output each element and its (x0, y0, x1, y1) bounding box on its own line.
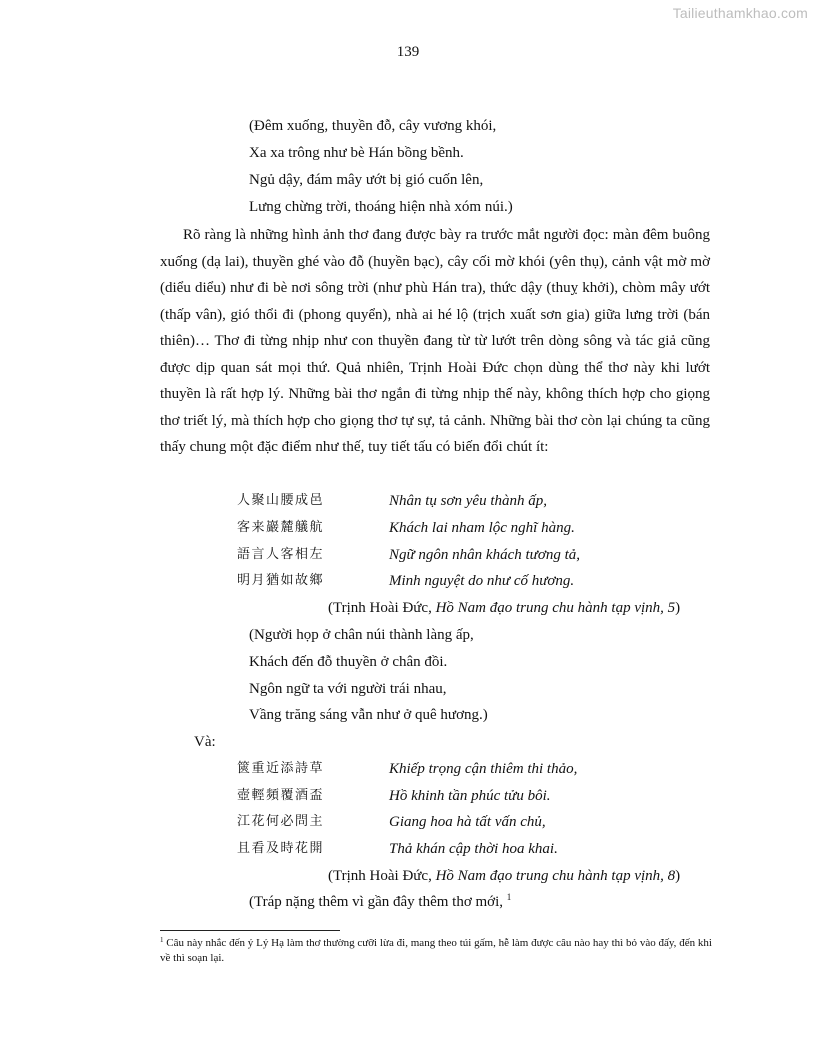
viet-transliteration: Hồ khinh tần phúc tửu bôi. (389, 788, 551, 804)
viet-transliteration: Khách lai nham lộc nghĩ hàng. (389, 520, 575, 536)
han-text: 篋重近添詩草 (237, 761, 325, 776)
translation-1-line: (Đêm xuống, thuyền đỗ, cây vương khói, (249, 118, 497, 134)
han-text: 語言人客相左 (237, 547, 325, 562)
body-paragraph (160, 222, 710, 461)
citation-suffix: ) (675, 600, 681, 616)
poem-1-row (237, 519, 717, 537)
translation-2-line: Vầng trăng sáng vẫn như ở quê hương.) (249, 707, 488, 723)
han-text: 人聚山腰成邑 (237, 493, 325, 508)
han-text: 明月猶如故鄉 (237, 573, 325, 588)
viet-transliteration: Thả khán cập thời hoa khai. (389, 841, 558, 857)
han-text: 客来巖麓艤航 (237, 520, 325, 535)
poem-2-row (237, 787, 717, 805)
citation-suffix: ) (675, 868, 681, 884)
citation-title: Hồ Nam đạo trung chu hành tạp vịnh, 8 (435, 868, 676, 884)
translation-2-line: Khách đến đỗ thuyền ở chân đồi. (249, 654, 448, 670)
han-text: 壺輕頻覆酒盃 (237, 788, 325, 803)
translation-1-line: Xa xa trông như bè Hán bồng bềnh. (249, 145, 464, 161)
page-number: 139 (396, 44, 420, 60)
viet-transliteration: Giang hoa hà tất vấn chủ, (389, 814, 546, 830)
viet-transliteration: Ngữ ngôn nhân khách tương tả, (389, 547, 581, 563)
citation-1 (328, 599, 680, 617)
last-line (249, 893, 511, 911)
poem-2-row (237, 760, 717, 778)
citation-title: Hồ Nam đạo trung chu hành tạp vịnh, 5 (435, 600, 676, 616)
paragraph-text: Rõ ràng là những hình ảnh thơ đang được bày ra trước mắt người đọc: màn đêm buông xuống (dạ lai), thuyền ghé vào đỗ (huyền bạc), cây cối mờ khói (yên thụ), cảnh vật mờ mờ (diểu diểu) như đi bè nơi sông trời (như phù Hán tra), thức dậy (thuỵ khởi), chòm mây ướt (thấp vân), gió thổi đi (phong quyển), nhà ai hé lộ (trịch xuất sơn gia) giữa lưng trời (bán thiên)… Thơ đi từng nhịp như con thuyền đang từ từ lướt trên dòng sông và tác giả cũng được dịp quan sát mọi thứ. Quả nhiên, Trịnh Hoài Đức chọn dùng thể thơ này khi lướt thuyền là rất hợp lý. Những bài thơ ngắn đi từng nhịp thế này, không thích hợp cho giọng thơ triết lý, mà thích hợp cho giọng thơ tự sự, tả cảnh. Những bài thơ còn lại chúng ta cũng thấy chung một đặc điểm như thế, tuy tiết tấu có biến đổi chút ít: (160, 227, 710, 455)
footnote-mark: 1 (160, 936, 164, 944)
viet-transliteration: Minh nguyệt do như cố hương. (389, 573, 575, 589)
footnote-divider (160, 930, 340, 931)
watermark: Tailieuthamkhao.com (672, 5, 808, 21)
poem-2-row (237, 813, 717, 831)
va-label: Và: (194, 734, 216, 750)
viet-transliteration: Nhân tụ sơn yêu thành ấp, (389, 493, 547, 509)
han-text: 且看及時花開 (237, 841, 325, 856)
last-line-text: (Tráp nặng thêm vì gần đây thêm thơ mới, (249, 894, 507, 910)
poem-1-row (237, 546, 717, 564)
citation-prefix: (Trịnh Hoài Đức, (328, 868, 436, 884)
footnote (160, 936, 712, 966)
poem-1-row (237, 572, 717, 590)
han-text: 江花何必問主 (237, 814, 325, 829)
translation-2-line: Ngôn ngữ ta với người trái nhau, (249, 681, 447, 697)
footnote-reference[interactable]: 1 (506, 892, 512, 902)
viet-transliteration: Khiếp trọng cận thiêm thi thảo, (389, 761, 578, 777)
translation-1-line: Ngủ dậy, đám mây ướt bị gió cuốn lên, (249, 172, 484, 188)
citation-prefix: (Trịnh Hoài Đức, (328, 600, 436, 616)
poem-1-row (237, 492, 717, 510)
poem-2-row (237, 840, 717, 858)
translation-1-line: Lưng chừng trời, thoáng hiện nhà xóm núi.) (249, 199, 513, 215)
translation-2-line: (Người họp ở chân núi thành làng ấp, (249, 627, 474, 643)
footnote-text: Câu này nhắc đến ý Lý Hạ làm thơ thường cưỡi lừa đi, mang theo túi gấm, hễ làm được câu nào hay thì bỏ vào đấy, đến khi về thì soạn lại. (160, 937, 712, 964)
citation-2 (328, 867, 680, 885)
